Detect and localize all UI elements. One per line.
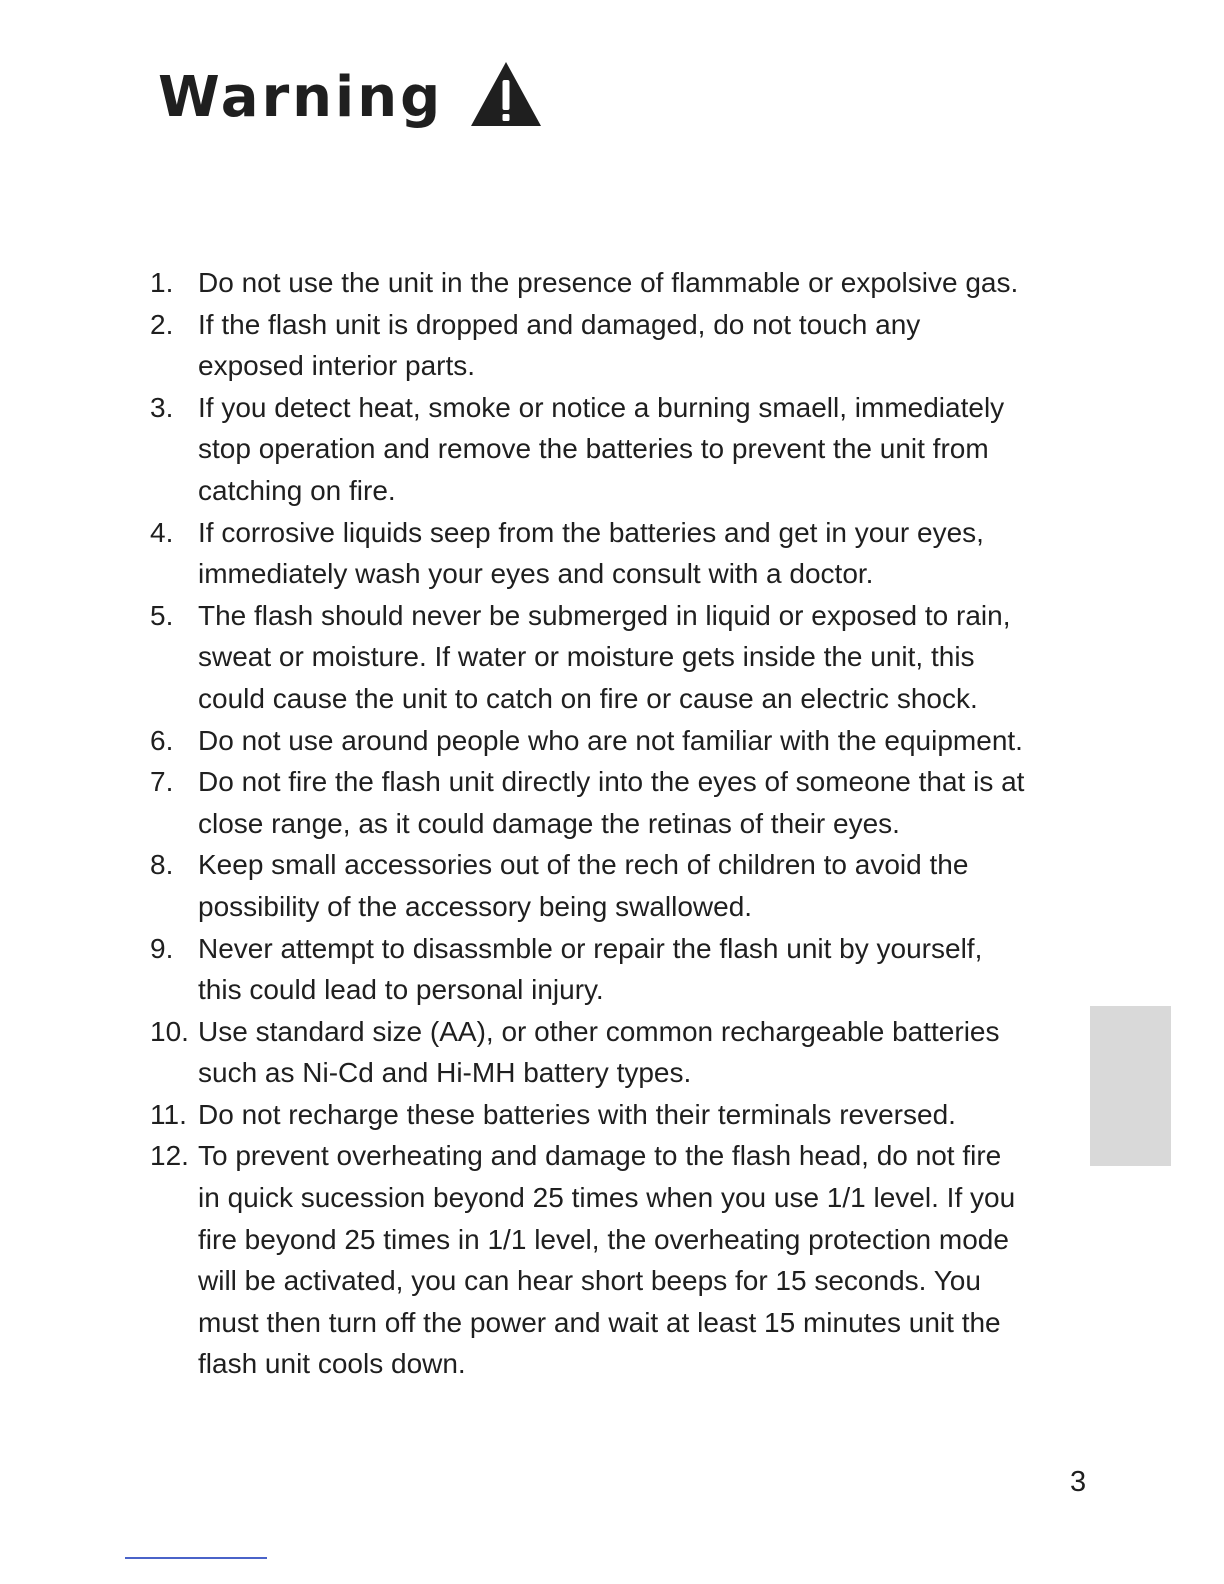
item-number: 7. [150,766,174,798]
warning-triangle-icon [469,60,543,128]
page-title: Warning [158,65,444,130]
list-item [150,304,1090,387]
item-text: Do not recharge these batteries with their terminals reversed. [198,1098,956,1130]
list-item [150,512,1090,595]
item-text: The flash should never be submerged in liquid or exposed to rain, sweat or moisture. If water or moisture gets inside the unit, this could cause the unit to catch on fire or cause an electric shock. [198,599,1011,714]
item-text: Do not use around people who are not familiar with the equipment. [198,724,1023,756]
item-number: 2. [150,308,174,340]
list-item [150,844,1090,927]
item-number: 9. [150,932,174,964]
item-text: If the flash unit is dropped and damaged, do not touch any exposed interior parts. [198,308,921,382]
list-item [150,262,1090,304]
item-text: If you detect heat, smoke or notice a burning smaell, immediately stop operation and remove the batteries to prevent the unit from catching on fire. [198,391,1005,506]
list-item [150,720,1090,762]
page-header [158,58,543,138]
item-text: If corrosive liquids seep from the batteries and get in your eyes, immediately wash your eyes and consult with a doctor. [198,516,984,590]
list-item [150,761,1090,844]
item-number: 6. [150,724,174,756]
item-text: Do not use the unit in the presence of flammable or expolsive gas. [198,267,1019,298]
list-item [150,1135,1090,1385]
list-item [150,387,1090,512]
list-item [150,1011,1090,1094]
item-number: 4. [150,516,174,548]
list-item [150,928,1090,1011]
item-number: 10. [150,1015,189,1047]
list-item [150,1094,1090,1136]
warning-list [150,262,1090,1385]
item-number: 11. [150,1098,187,1130]
item-number: 3. [150,391,174,423]
item-number: 1. [150,267,174,298]
item-number: 5. [150,599,174,631]
bottom-divider [125,1557,267,1559]
item-text: Do not fire the flash unit directly into the eyes of someone that is at close range, as it could damage the retinas of their eyes. [198,766,1025,839]
item-text: Use standard size (AA), or other common rechargeable batteries such as Ni-Cd and Hi-MH battery types. [198,1015,1000,1089]
page-number: 3 [1070,1466,1087,1498]
item-text: Never attempt to disassmble or repair the flash unit by yourself, this could lead to personal injury. [198,932,983,1006]
item-number: 8. [150,849,174,881]
item-text: To prevent overheating and damage to the flash head, do not fire in quick sucession beyond 25 times when you use 1/1 level. If you fire beyond 25 times in 1/1 level, the overheating protection mode will be activated, you can hear short beeps for 15 seconds. You must then turn off the power and wait at least 15 minutes unit the flash unit cools down. [198,1140,1016,1380]
section-side-tab [1090,1006,1171,1166]
list-item [150,595,1090,720]
item-number: 12. [150,1140,189,1172]
item-text: Keep small accessories out of the rech of children to avoid the possibility of the accessory being swallowed. [198,849,969,922]
